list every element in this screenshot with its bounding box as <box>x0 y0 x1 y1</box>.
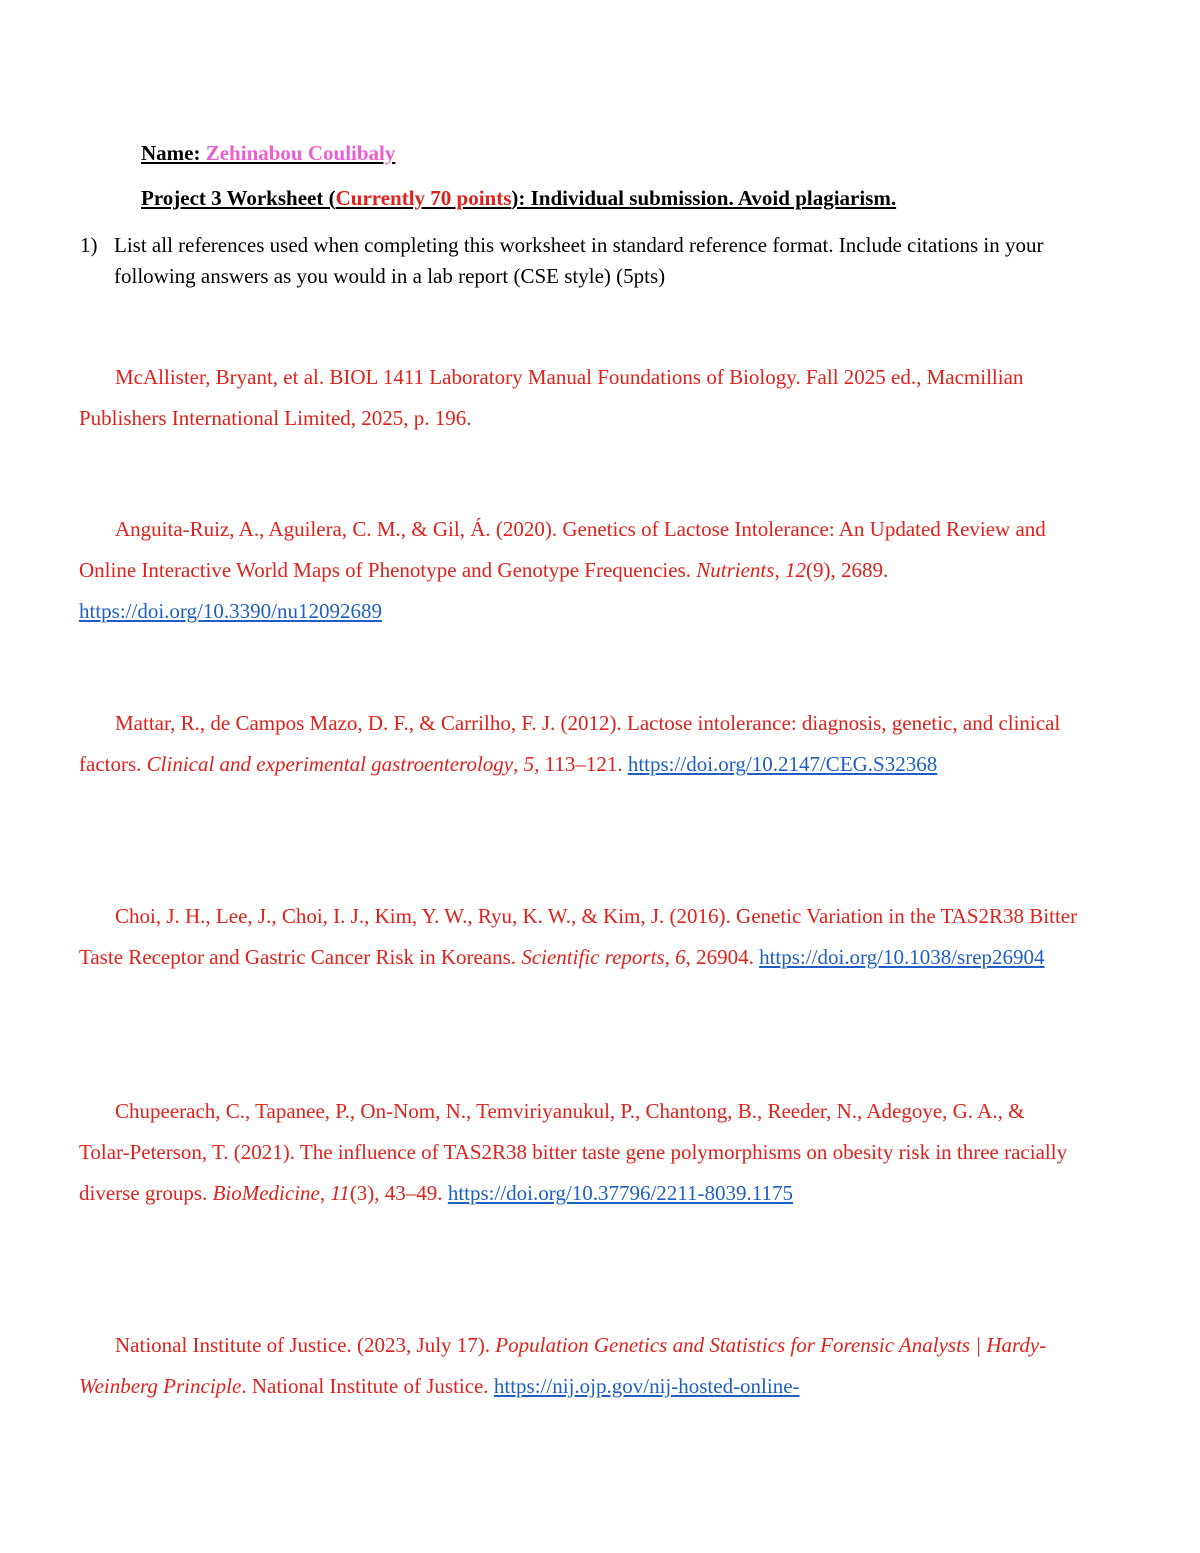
web-page-title: Population Genetics and Statistics for Forensic Analysts | Hardy-Weinberg Principle <box>79 1333 1047 1398</box>
volume: 11 <box>330 1181 350 1205</box>
volume: 6 <box>675 945 686 969</box>
reference-item <box>79 703 1079 785</box>
student-name: Zehinabou Coulibaly <box>205 141 396 165</box>
journal-name: Clinical and experimental gastroenterology <box>146 752 514 776</box>
doi-link[interactable]: https://doi.org/10.1038/srep26904 <box>759 945 1045 969</box>
question-text: List all references used when completing this worksheet in standard reference format. Include citations in your following answers as you would in a lab report (CSE style) (5pts) <box>114 233 1044 288</box>
title-points: Currently 70 points <box>335 186 512 210</box>
question-1 <box>80 230 1080 292</box>
question-number: 1) <box>80 233 98 257</box>
journal-name: BioMedicine <box>212 1181 320 1205</box>
reference-pages: , 26904. <box>685 945 760 969</box>
volume: 5 <box>523 752 535 776</box>
volume: 12 <box>784 558 806 582</box>
worksheet-title <box>141 186 896 211</box>
reference-text: Chupeerach, C., Tapanee, P., On-Nom, N., Temviriyanukul, P., Chantong, B., Reeder, N., Adegoye, G. A., & Tolar-Peterson, T. (2021). The influence of TAS2R38 bitter taste gene polymorphisms on obesity risk in three racially diverse groups. <box>79 1099 1068 1205</box>
title-part2: ): Individual submission. Avoid plagiarism. <box>511 186 897 210</box>
reference-text: McAllister, Bryant, et al. BIOL 1411 Laboratory Manual Foundations of Biology. Fall 2025 ed., Macmillian Publishers International Limited, 2025, p. 196. <box>79 365 1024 430</box>
reference-text: Choi, J. H., Lee, J., Choi, I. J., Kim, Y. W., Ryu, K. W., & Kim, J. (2016). Genetic Variation in the TAS2R38 Bitter Taste Receptor and Gastric Cancer Risk in Koreans. <box>79 904 1078 969</box>
journal-name: Scientific reports <box>521 945 665 969</box>
reference-item <box>79 896 1079 978</box>
reference-pages: (9), 2689. <box>805 558 889 582</box>
doi-link[interactable]: https://doi.org/10.37796/2211-8039.1175 <box>447 1181 793 1205</box>
reference-item <box>79 1091 1079 1214</box>
reference-text: Mattar, R., de Campos Mazo, D. F., & Carrilho, F. J. (2012). Lactose intolerance: diagnosis, genetic, and clinical factors. <box>79 711 1061 776</box>
reference-text: National Institute of Justice. (2023, July 17). <box>115 1333 496 1357</box>
doi-link[interactable]: https://doi.org/10.3390/nu12092689 <box>79 599 382 623</box>
reference-item <box>79 509 1079 632</box>
web-link[interactable]: https://nij.ojp.gov/nij-hosted-online- <box>493 1374 800 1398</box>
journal-name: Nutrients <box>696 558 775 582</box>
separator: , <box>319 1181 331 1205</box>
reference-pages: , 113–121. <box>534 752 628 776</box>
name-line <box>141 141 395 166</box>
reference-item <box>79 1325 1079 1407</box>
doi-link[interactable]: https://doi.org/10.2147/CEG.S32368 <box>627 752 938 776</box>
reference-text: Anguita-Ruiz, A., Aguilera, C. M., & Gil, Á. (2020). Genetics of Lactose Intolerance: An Updated Review and Online Interactive World Maps of Phenotype and Genotype Frequencies. <box>79 517 1046 582</box>
title-part1: Project 3 Worksheet ( <box>141 186 336 210</box>
reference-pages: (3), 43–49. <box>349 1181 448 1205</box>
separator: , <box>774 558 785 582</box>
separator: , <box>513 752 524 776</box>
name-label: Name: <box>141 141 201 165</box>
separator: , <box>664 945 676 969</box>
reference-item <box>79 357 1079 439</box>
publisher: . National Institute of Justice. <box>241 1374 494 1398</box>
